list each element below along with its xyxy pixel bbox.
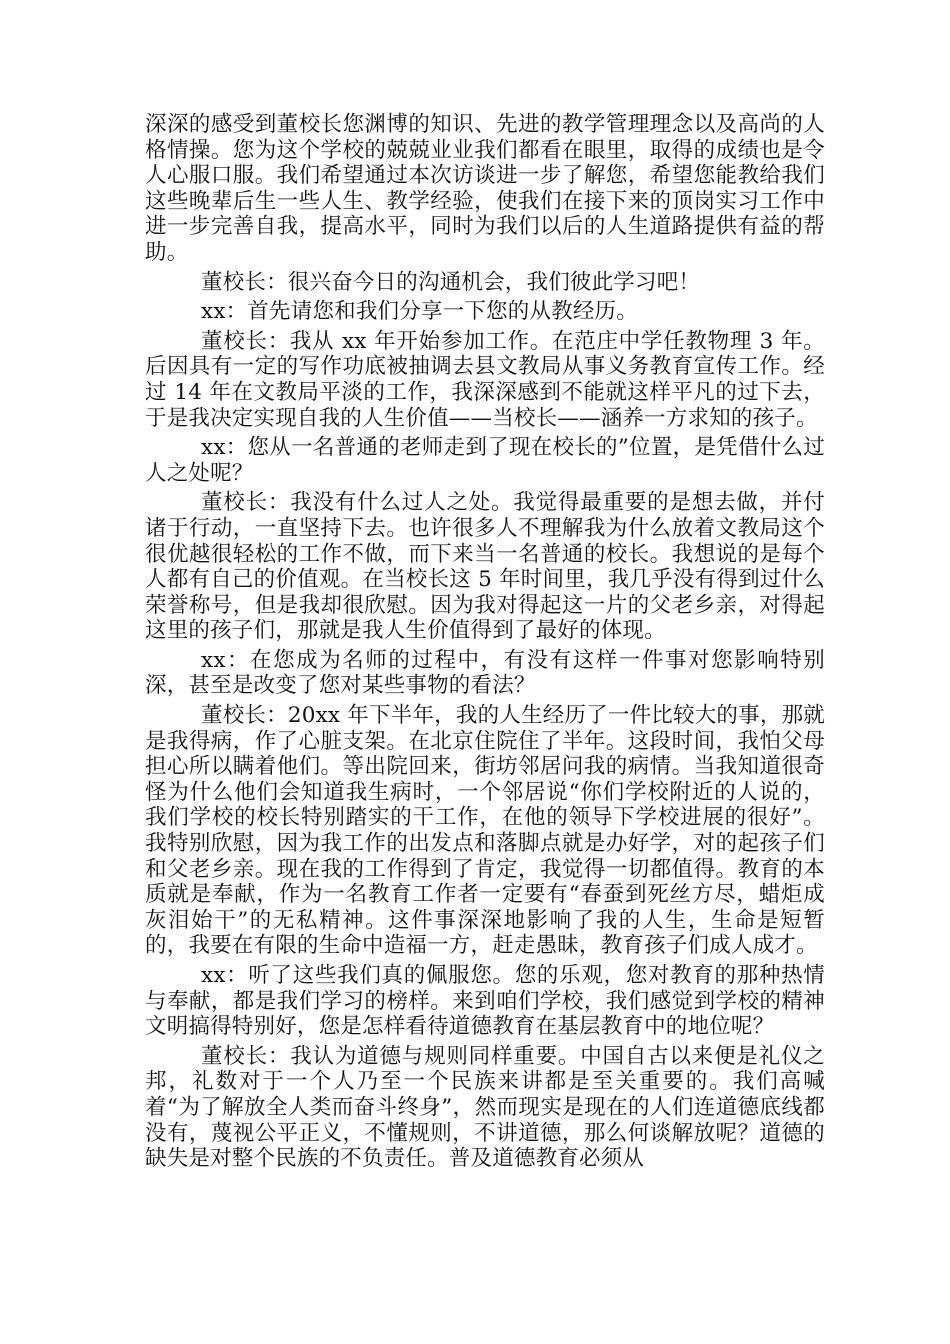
document-body <box>145 112 825 1176</box>
answer-paragraph: 董校长：20xx 年下半年，我的人生经历了一件比较大的事，那就是我得病，作了心脏支架。在北京住院住了半年。这段时间，我怕父母担心所以瞒着他们。等出院回来，街坊邻居问我的病情。当我知道很奇怪为什么他们会知道我生病时，一个邻居说“你们学校附近的人说的，我们学校的校长特别踏实的干工作，在他的领导下学校进展的很好”。我特别欣慰，因为我工作的出发点和落脚点就是办好学，对的起孩子们和父老乡亲。现在我的工作得到了肯定，我觉得一切都值得。教育的本质就是奉献，作为一名教育工作者一定要有“春蚕到死丝方尽，蜡炬成灰泪始干”的无私精神。这件事深深地影响了我的人生，生命是短暂的，我要在有限的生命中造福一方，赶走愚昧，教育孩子们成人成才。 <box>145 703 825 959</box>
question-paragraph: xx：在您成为名师的过程中，有没有这样一件事对您影响特别深，甚至是改变了您对某些事物的看法？ <box>145 647 825 699</box>
intro-paragraph: 深深的感受到董校长您渊博的知识、先进的教学管理理念以及高尚的人格情操。您为这个学校的兢兢业业我们都看在眼里，取得的成绩也是令人心服口服。我们希望通过本次访谈进一步了解您，希望您能教给我们这些晚辈后生一些人生、教学经验，使我们在接下来的顶岗实习工作中进一步完善自我，提高水平，同时为我们以后的人生道路提供有益的帮助。 <box>145 112 825 265</box>
answer-paragraph: 董校长：我认为道德与规则同样重要。中国自古以来便是礼仪之邦，礼数对于一个人乃至一个民族来讲都是至关重要的。我们高喊着“为了解放全人类而奋斗终身”，然而现实是现在的人们连道德底线都没有，蔑视公平正义，不懂规则，不讲道德，那么何谈解放呢？道德的缺失是对整个民族的不负责任。普及道德教育必须从 <box>145 1043 825 1172</box>
answer-paragraph: 董校长：很兴奋今日的沟通机会，我们彼此学习吧！ <box>201 269 701 295</box>
answer-paragraph: 董校长：我从 xx 年开始参加工作。在范庄中学任教物理 3 年。后因具有一定的写作功底被抽调去县文教局从事义务教育宣传工作。经过 14 年在文教局平淡的工作，我深深感到不能就这样平凡的过下去，于是我决定实现自我的人生价值——当校长——涵养一方求知的孩子。 <box>145 328 825 431</box>
question-paragraph: xx：您从一名普通的老师走到了现在校长的”位置，是凭借什么过人之处呢？ <box>145 435 825 486</box>
answer-paragraph: 董校长：我没有什么过人之处。我觉得最重要的是想去做，并付诸于行动，一直坚持下去。也许很多人不理解我为什么放着文教局这个很优越很轻松的工作不做，而下来当一名普通的校长。我想说的是每个人都有自己的价值观。在当校长这 5 年时间里，我几乎没有得到过什么荣誉称号，但是我却很欣慰。因为我对得起这一片的父老乡亲，对得起这里的孩子们，那就是我人生价值得到了最好的体现。 <box>145 490 825 644</box>
question-paragraph: xx：听了这些我们真的佩服您。您的乐观，您对教育的那种热情与奉献，都是我们学习的榜样。来到咱们学校，我们感觉到学校的精神文明搞得特别好，您是怎样看待道德教育在基层教育中的地位呢？ <box>145 963 825 1040</box>
question-paragraph: xx：首先请您和我们分享一下您的从教经历。 <box>201 299 638 325</box>
